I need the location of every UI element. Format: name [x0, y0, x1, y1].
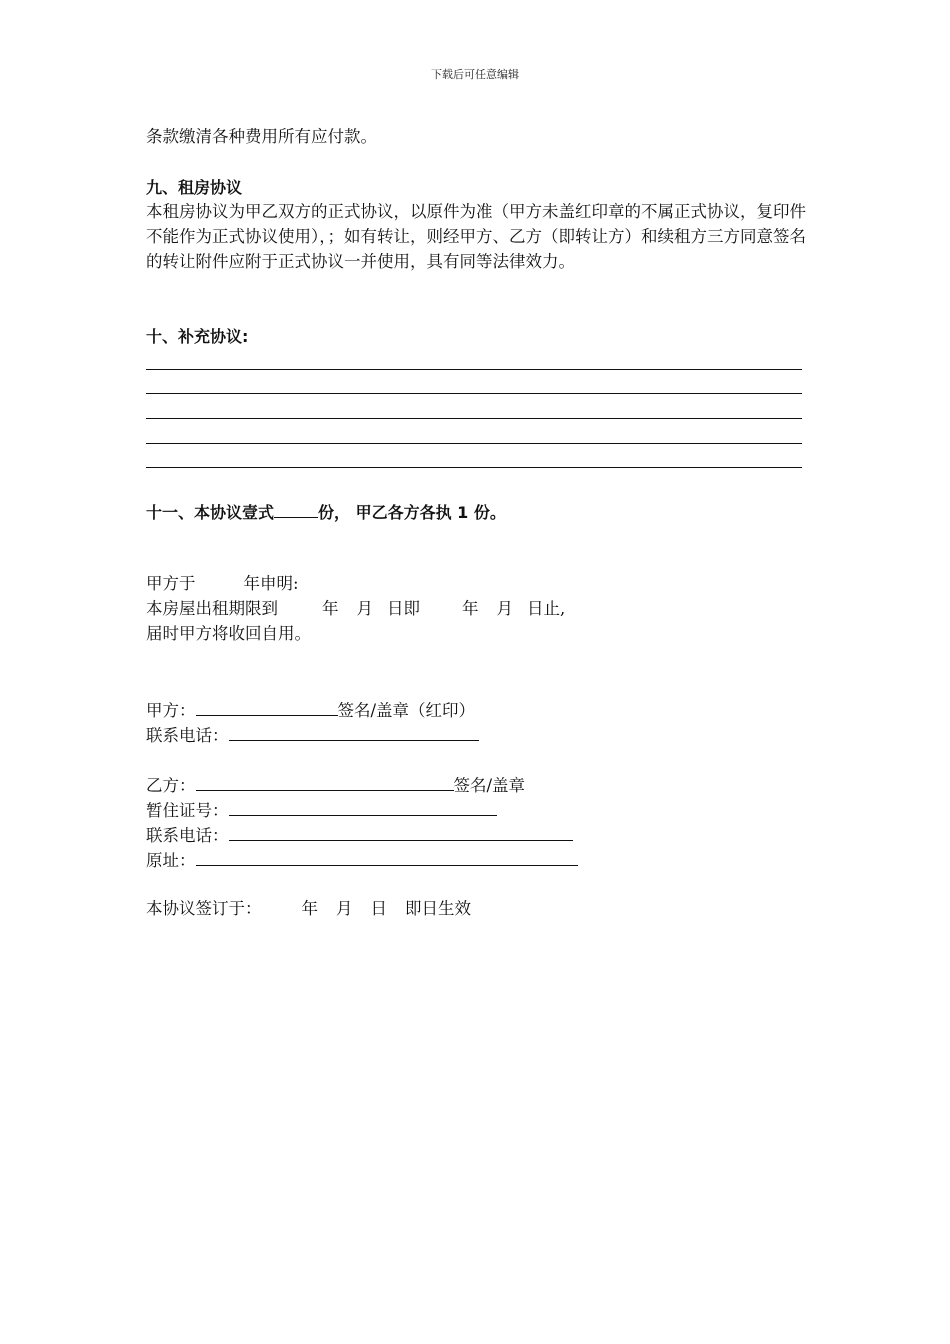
party-a-label: 甲方： [146, 701, 196, 720]
party-b-label: 乙方： [146, 776, 196, 795]
supplement-blank-line [146, 393, 802, 394]
statement-line-2 [146, 598, 565, 620]
party-b-address-line [146, 847, 578, 872]
party-b-phone-line [146, 822, 573, 847]
page-header: 下载后可任意编辑 [431, 68, 519, 81]
party-a-sign-label: 签名/盖章（红印） [337, 701, 476, 720]
signing-month: 月 [336, 899, 353, 918]
statement-text: 年 [462, 599, 479, 618]
party-a-line [146, 697, 475, 722]
statement-text: 年申明: [243, 574, 299, 593]
party-b-sign-label: 签名/盖章 [453, 776, 526, 795]
party-a-phone-field[interactable] [229, 722, 479, 741]
party-b-line [146, 772, 525, 797]
statement-text: 本房屋出租期限到 [146, 599, 278, 618]
section-11-title-part2: 份， 甲乙各方各执 1 份。 [318, 503, 506, 522]
section-10-title: 十、补充协议: [146, 327, 249, 346]
section-9-title: 九、租房协议 [146, 178, 243, 197]
party-b-name-field[interactable] [196, 772, 454, 791]
continuation-text: 条款缴清各种费用所有应付款。 [146, 127, 377, 146]
section-11-title [146, 499, 506, 524]
copies-blank [274, 499, 318, 518]
signing-date-line [146, 898, 471, 920]
supplement-blank-line [146, 443, 802, 444]
party-b-address-label: 原址： [146, 851, 196, 870]
party-b-address-field[interactable] [196, 847, 578, 866]
statement-text: 月 [356, 599, 373, 618]
statement-line-3: 届时甲方将收回自用。 [146, 624, 311, 643]
supplement-blank-line [146, 467, 802, 468]
signing-effective: 即日生效 [405, 899, 471, 918]
party-b-phone-field[interactable] [229, 822, 573, 841]
section-11-title-part1: 十一、本协议壹式 [146, 503, 275, 522]
signing-label: 本协议签订于： [146, 899, 262, 918]
supplement-blank-line [146, 418, 802, 419]
statement-text: 甲方于 [146, 574, 196, 593]
party-a-name-field[interactable] [196, 697, 338, 716]
party-a-phone-label: 联系电话： [146, 726, 229, 745]
signing-year: 年 [301, 899, 318, 918]
statement-line-1 [146, 573, 299, 595]
statement-text: 年 [322, 599, 339, 618]
statement-text: 月 [496, 599, 513, 618]
statement-text: 日即 [387, 599, 420, 618]
party-b-id-field[interactable] [229, 797, 497, 816]
party-b-id-line [146, 797, 497, 822]
signing-day: 日 [370, 899, 387, 918]
section-9-body: 本租房协议为甲乙双方的正式协议，以原件为准（甲方未盖红印章的不属正式协议，复印件不能作为正式协议使用），；如有转让，则经甲方、乙方（即转让方）和续租方三方同意签名的转让附件应附于正式协议一并使用，具有同等法律效力。 [146, 202, 806, 271]
party-b-phone-label: 联系电话： [146, 826, 229, 845]
party-a-phone-line [146, 722, 479, 747]
party-b-id-label: 暂住证号： [146, 801, 229, 820]
statement-text: 日止, [527, 599, 566, 618]
supplement-blank-line [146, 369, 802, 370]
